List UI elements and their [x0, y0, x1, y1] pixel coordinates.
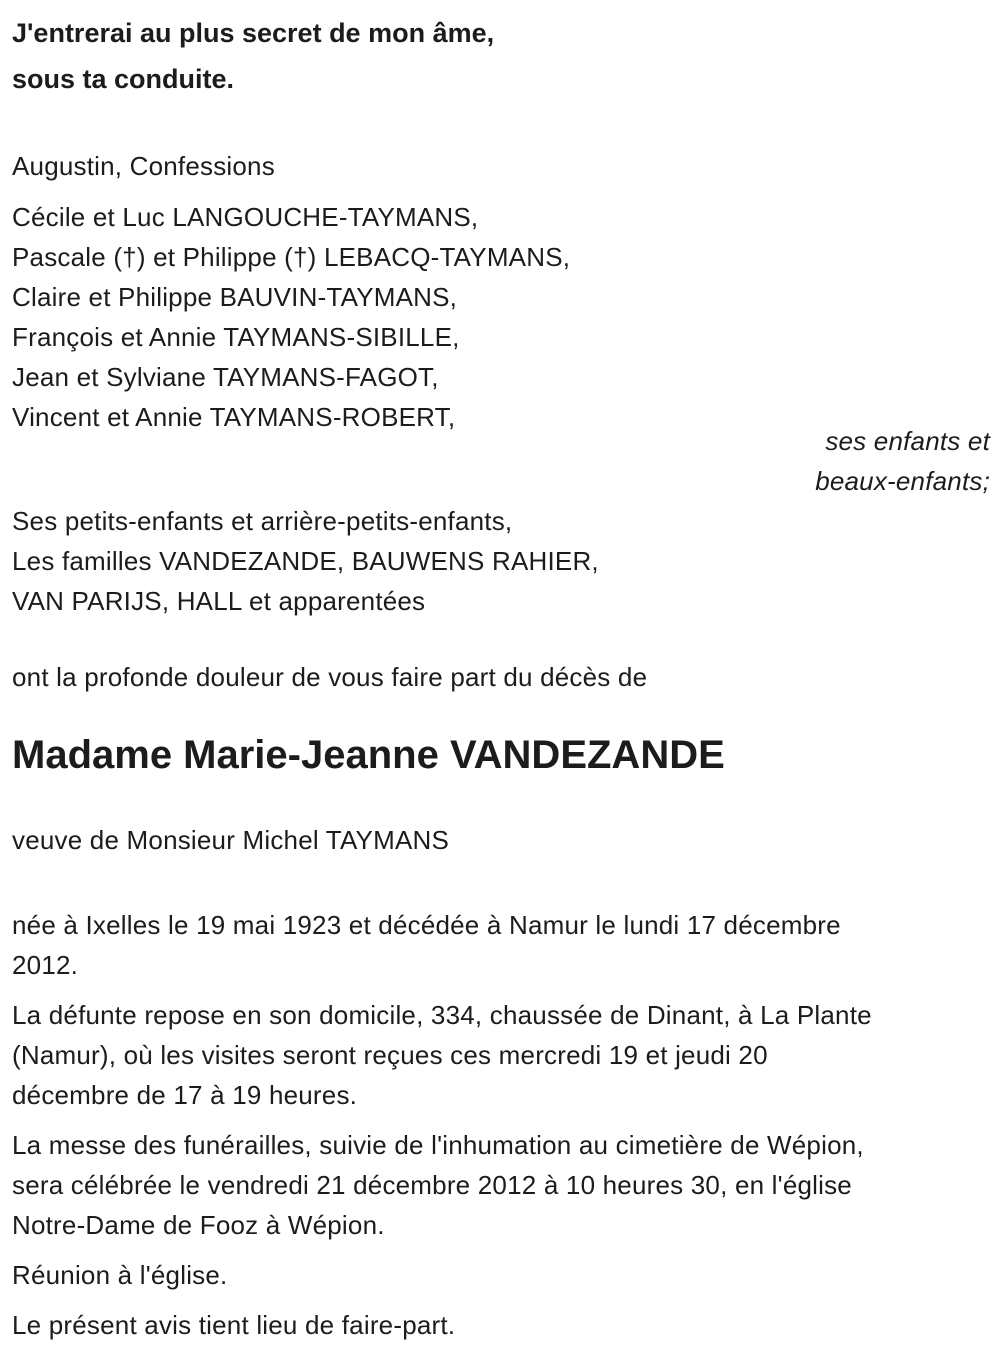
relative-line: Ses petits-enfants et arrière-petits-enfants, [12, 506, 513, 536]
repose-line: (Namur), où les visites seront reçues ces mercredi 19 et jeudi 20 [12, 1040, 768, 1070]
widow-of-line: veuve de Monsieur Michel TAYMANS [12, 825, 450, 855]
child-line: François et Annie TAYMANS-SIBILLE, [12, 322, 460, 352]
repose-line: décembre de 17 à 19 heures. [12, 1080, 358, 1110]
repose-paragraph [12, 995, 990, 1115]
child-line: Jean et Sylviane TAYMANS-FAGOT, [12, 362, 439, 392]
funeral-mass-line: Notre-Dame de Fooz à Wépion. [12, 1210, 385, 1240]
child-line: Vincent et Annie TAYMANS-ROBERT, [12, 402, 456, 432]
child-line: Cécile et Luc LANGOUCHE-TAYMANS, [12, 202, 479, 232]
relative-line: VAN PARIJS, HALL et apparentées [12, 586, 426, 616]
child-line: Pascale (†) et Philippe (†) LEBACQ-TAYMANS, [12, 242, 571, 272]
funeral-mass-paragraph [12, 1125, 990, 1245]
announcement-intro: ont la profonde douleur de vous faire part du décès de [12, 662, 648, 692]
repose-line: La défunte repose en son domicile, 334, chaussée de Dinant, à La Plante [12, 1000, 872, 1030]
children-role-line-2: beaux-enfants; [815, 466, 990, 496]
child-line: Claire et Philippe BAUVIN-TAYMANS, [12, 282, 458, 312]
relative-line: Les familles VANDEZANDE, BAUWENS RAHIER, [12, 546, 599, 576]
meeting-paragraph [12, 1255, 990, 1295]
epigraph-attribution: Augustin, Confessions [12, 151, 275, 181]
birth-death-line: 2012. [12, 950, 79, 980]
epigraph [12, 10, 990, 102]
relatives-list [12, 501, 990, 621]
notice-line: Le présent avis tient lieu de faire-part. [12, 1310, 456, 1340]
birth-death-paragraph [12, 905, 990, 985]
notice-paragraph [12, 1305, 990, 1345]
epigraph-line-2: sous ta conduite. [12, 64, 235, 94]
epigraph-line-1: J'entrerai au plus secret de mon âme, [12, 18, 495, 48]
funeral-mass-line: La messe des funérailles, suivie de l'inhumation au cimetière de Wépion, [12, 1130, 864, 1160]
meeting-line: Réunion à l'église. [12, 1260, 228, 1290]
birth-death-line: née à Ixelles le 19 mai 1923 et décédée à Namur le lundi 17 décembre [12, 910, 841, 940]
obituary-page [12, 10, 990, 1345]
funeral-details [12, 905, 990, 1345]
children-list [12, 197, 990, 437]
children-role-line-1: ses enfants et [825, 426, 990, 456]
funeral-mass-line: sera célébrée le vendredi 21 décembre 2012 à 10 heures 30, en l'église [12, 1170, 852, 1200]
deceased-name: Madame Marie-Jeanne VANDEZANDE [12, 733, 725, 777]
